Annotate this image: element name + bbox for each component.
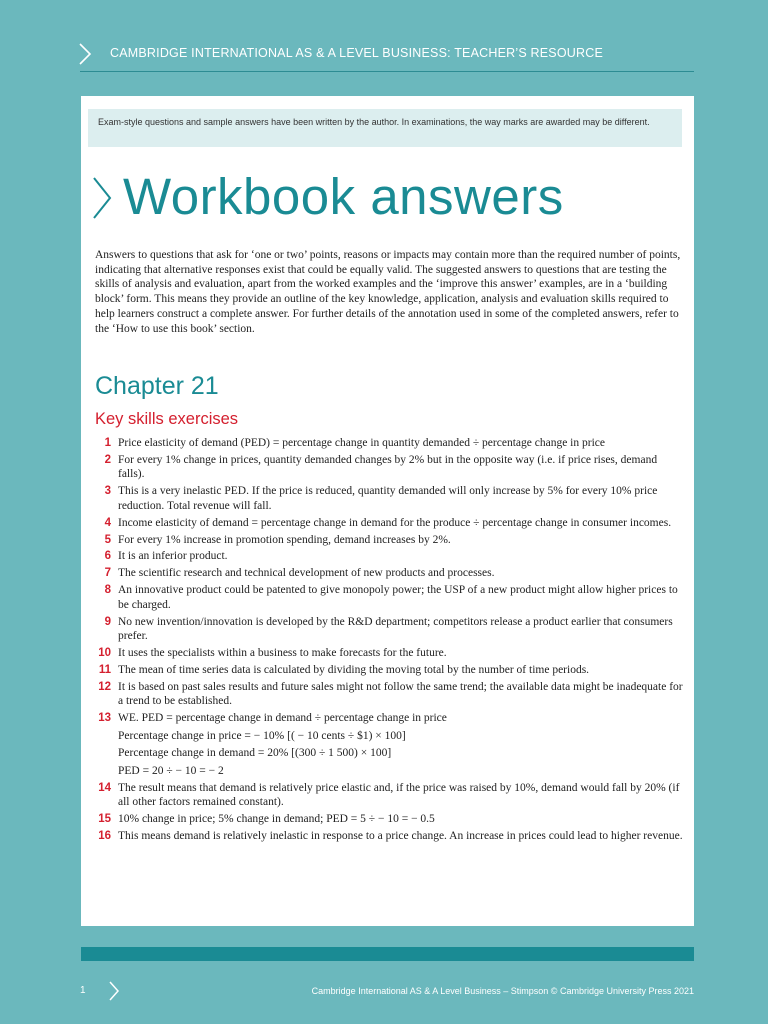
list-item-text: Income elasticity of demand = percentage change in demand for the produce ÷ percentage change in consumer incomes.	[118, 516, 672, 529]
page-title	[91, 164, 564, 228]
footer-bar	[81, 947, 694, 961]
list-item-text: No new invention/innovation is developed by the R&D department; competitors release a product earlier that consumers prefer.	[118, 615, 673, 643]
list-item	[81, 453, 694, 482]
list-item-text: This is a very inelastic PED. If the price is reduced, quantity demanded will only increase by 5% for every 10% price reduction. Total revenue will fall.	[118, 485, 658, 512]
working-line: PED = 20 ÷ − 10 = − 2	[118, 764, 224, 777]
list-item-number: 7	[104, 567, 111, 580]
list-item-number: 9	[104, 615, 111, 628]
list-item-number: 4	[104, 516, 111, 529]
list-item-number: 13	[98, 712, 111, 725]
list-item	[81, 566, 694, 581]
list-item	[81, 829, 694, 844]
list-item-number: 11	[98, 663, 111, 676]
exam-note: Exam-style questions and sample answers have been written by the author. In examinations, the way marks are awarded may be different.	[88, 109, 682, 147]
intro-paragraph: Answers to questions that ask for ‘one or two’ points, reasons or impacts may contain more than the required number of points, indicating that alternative responses exist that could be equally valid. The suggested answers to questions that are testing the skills of analysis and evaluation, apart from the worked examples and the ‘improve this answer’ examples, are in a ‘building block’ form. This means they provide an outline of the key knowledge, application, analysis and evaluation skills required to help learners construct a complete answer. For further details of the annotation used in some of the completed answers, refer to the ‘How to use this book’ section.	[95, 249, 681, 335]
list-item	[81, 615, 694, 644]
list-item	[81, 812, 694, 827]
chapter-heading: Chapter 21	[95, 372, 219, 400]
list-item-number: 12	[98, 680, 111, 693]
list-item-number: 14	[98, 781, 111, 794]
list-item	[81, 436, 694, 451]
chevron-right-icon	[91, 176, 113, 220]
list-item-text: It uses the specialists within a business to make forecasts for the future.	[118, 647, 447, 660]
list-item-text: The scientific research and technical development of new products and processes.	[118, 567, 495, 580]
list-item	[81, 516, 694, 531]
list-item	[81, 533, 694, 548]
list-item-text: 10% change in price; 5% change in demand; PED = 5 ÷ − 10 = − 0.5	[118, 812, 435, 825]
list-item	[81, 781, 694, 810]
page-title-text: Workbook answers	[123, 167, 564, 225]
list-item	[81, 711, 694, 778]
list-item-text: For every 1% change in prices, quantity demanded changes by 2% but in the opposite way (i.e. if price rises, demand falls).	[118, 453, 658, 481]
list-item-number: 6	[104, 550, 111, 563]
list-item	[81, 484, 694, 513]
header-title: CAMBRIDGE INTERNATIONAL AS & A LEVEL BUSINESS: TEACHER’S RESOURCE	[110, 46, 603, 60]
list-item-text: This means demand is relatively inelastic in response to a price change. An increase in prices could lead to higher revenue.	[118, 829, 683, 842]
list-item	[81, 583, 694, 612]
chevron-right-icon	[108, 981, 120, 1001]
header-rule	[80, 71, 694, 72]
running-header	[0, 0, 768, 72]
list-item-number: 3	[104, 485, 111, 498]
page-number: 1	[80, 985, 86, 996]
page-content	[81, 96, 694, 926]
chevron-right-icon	[78, 43, 92, 65]
list-item-number: 1	[104, 437, 111, 449]
list-item-text: An innovative product could be patented to give monopoly power; the USP of a new product might allow higher prices to be charged.	[118, 584, 678, 611]
list-item-text: It is based on past sales results and future sales might not follow the same trend; the available data might be inadequate for a trend to be established.	[118, 680, 683, 708]
list-item-text: Price elasticity of demand (PED) = percentage change in quantity demanded ÷ percentage change in price	[118, 437, 605, 449]
working-line: Percentage change in demand = 20% [(300 ÷ 1 500) × 100]	[118, 747, 392, 760]
footer-copyright: Cambridge International AS & A Level Business – Stimpson © Cambridge University Press 2021	[311, 986, 694, 996]
answer-list	[81, 436, 694, 846]
list-item-number: 5	[104, 533, 111, 546]
list-item-number: 8	[104, 584, 111, 597]
list-item	[81, 663, 694, 678]
list-item-text: WE. PED = percentage change in demand ÷ percentage change in price	[118, 712, 447, 725]
list-item-text: For every 1% increase in promotion spending, demand increases by 2%.	[118, 533, 451, 546]
list-item-text: The result means that demand is relatively price elastic and, if the price was raised by 10%, demand would fall by 20% (if all other factors remained constant).	[118, 781, 680, 809]
list-item-number: 15	[98, 812, 111, 825]
list-item	[81, 646, 694, 661]
section-heading: Key skills exercises	[95, 410, 239, 428]
list-item-number: 2	[104, 453, 111, 466]
list-item	[81, 680, 694, 709]
list-item-number: 10	[98, 647, 111, 660]
working-line: Percentage change in price = − 10% [( − 10 cents ÷ $1) × 100]	[118, 729, 406, 742]
list-item-number: 16	[98, 829, 111, 842]
list-item	[81, 549, 694, 564]
list-item-text: It is an inferior product.	[118, 550, 228, 563]
list-item-text: The mean of time series data is calculated by dividing the moving total by the number of time periods.	[118, 663, 590, 676]
